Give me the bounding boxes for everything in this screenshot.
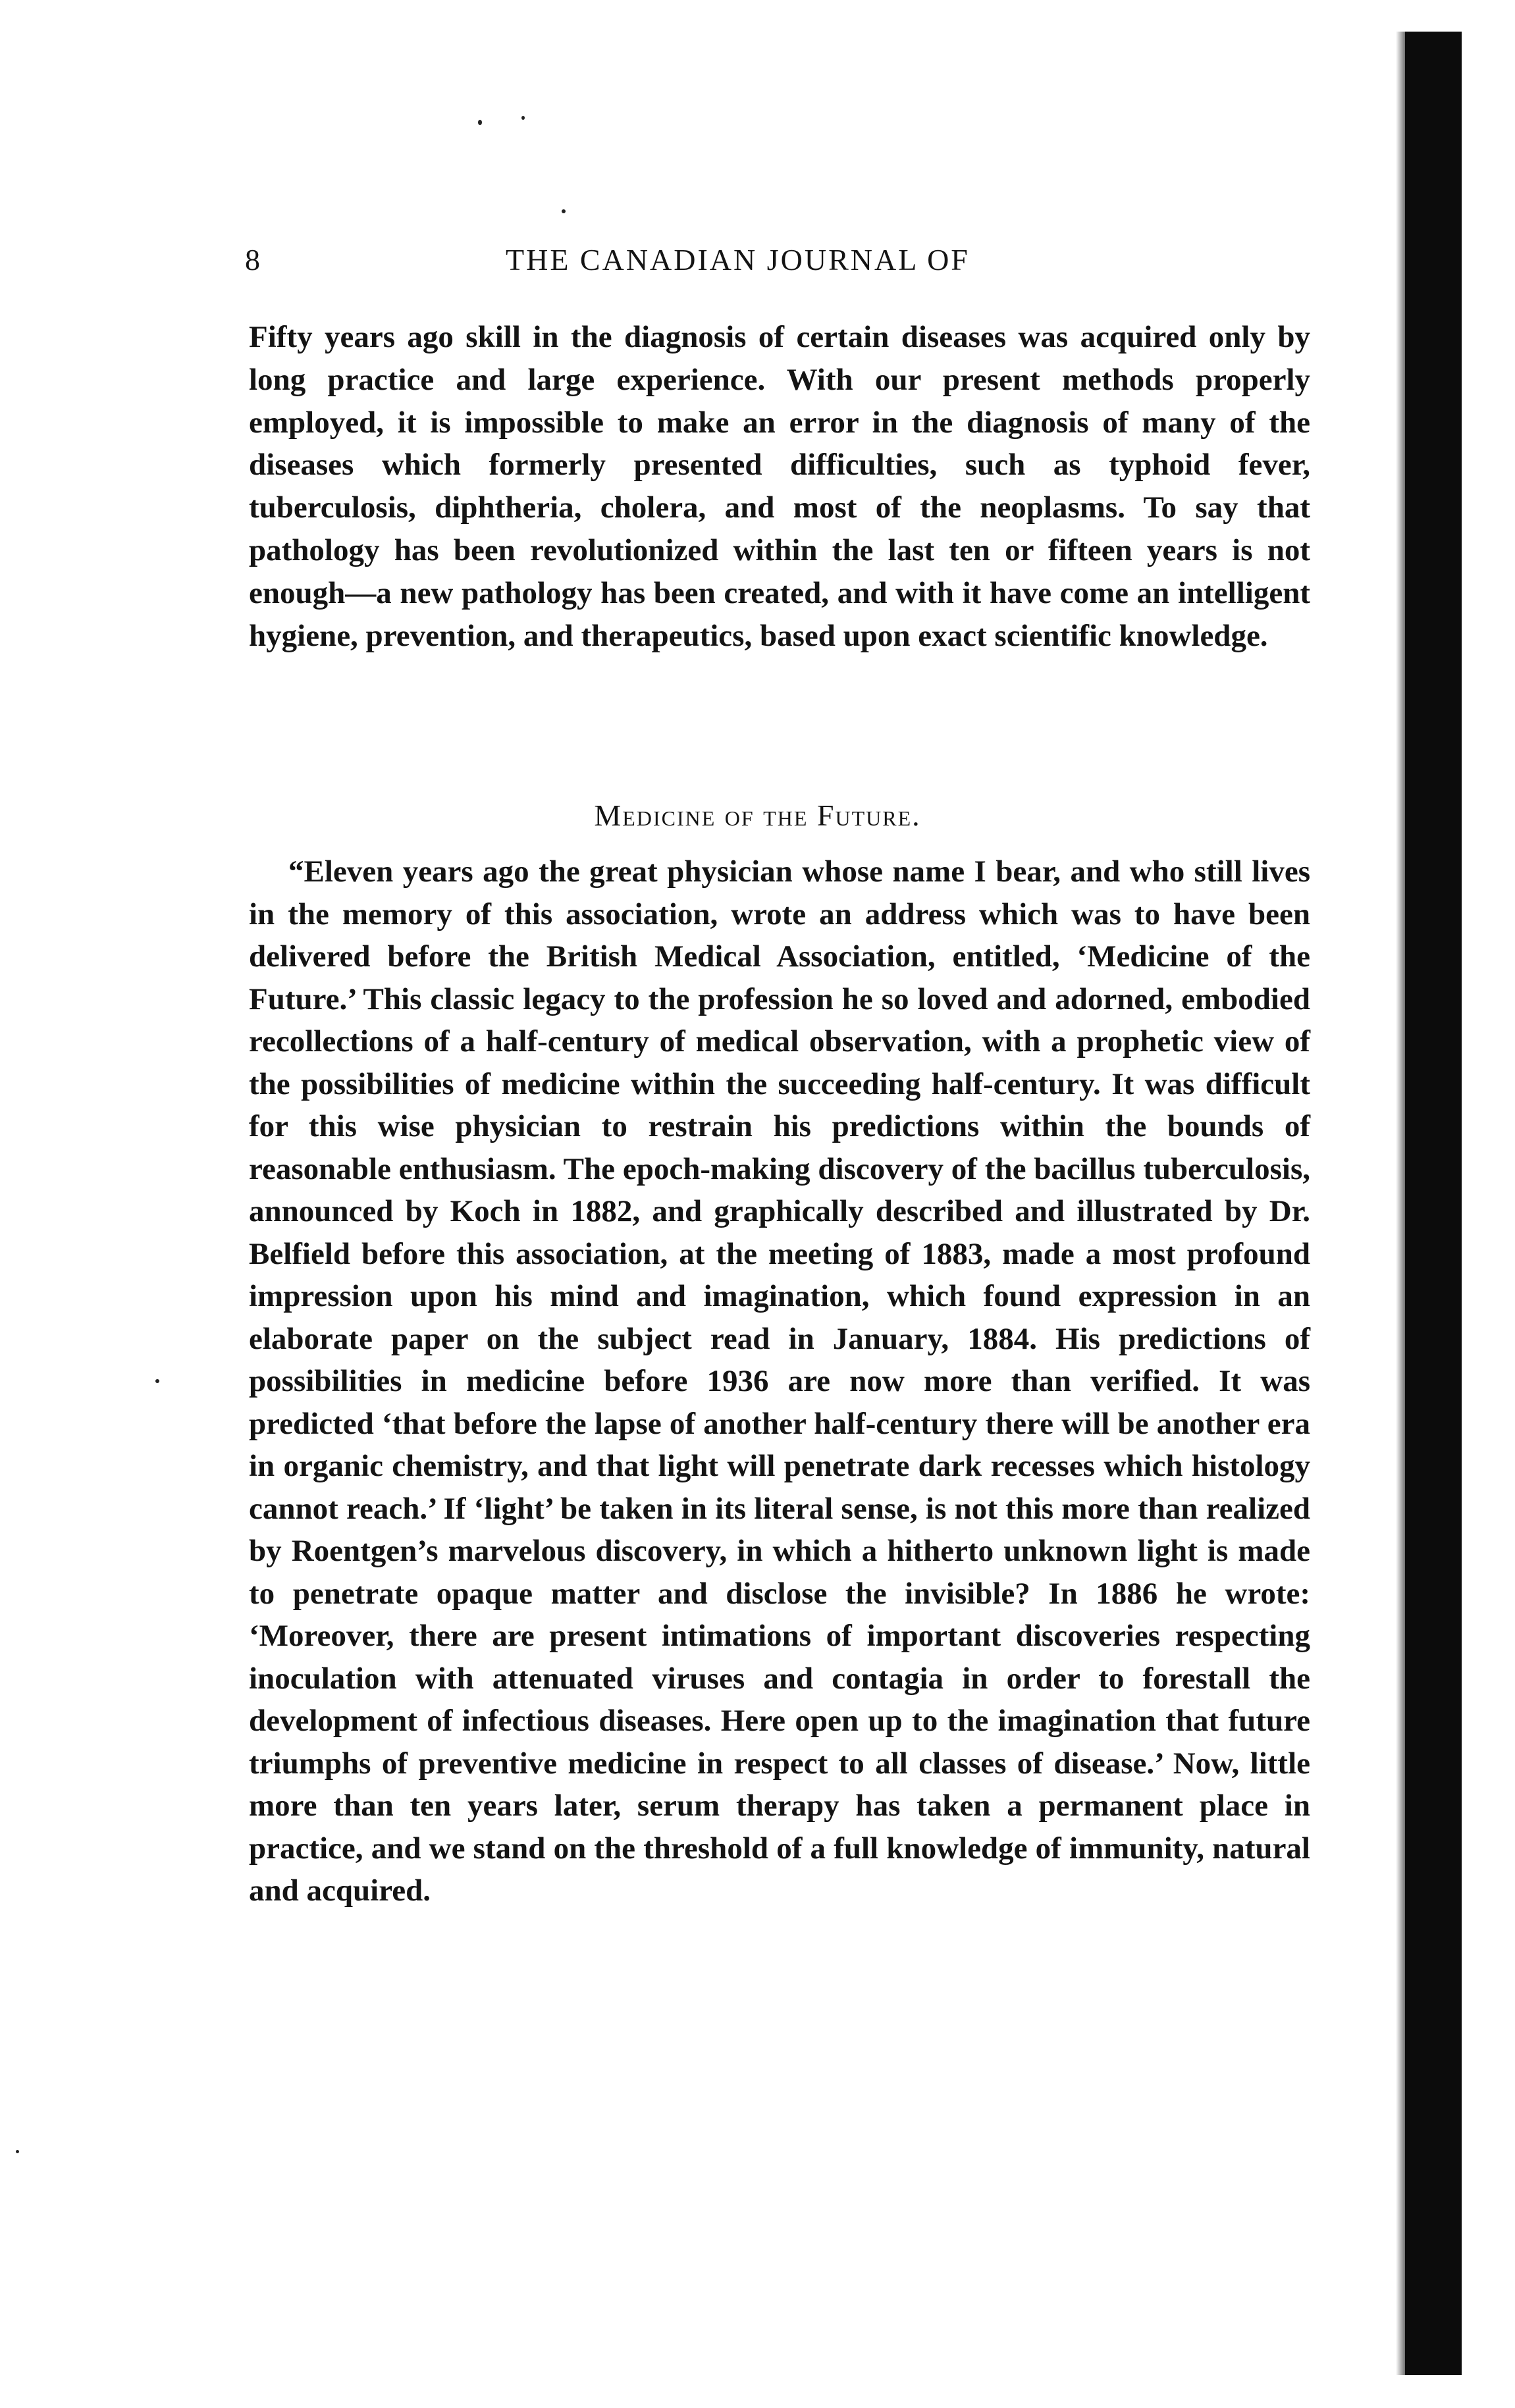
running-head: THE CANADIAN JOURNAL OF	[506, 243, 970, 276]
scan-speck	[16, 2150, 19, 2153]
scan-speck	[562, 209, 566, 213]
body-paragraph: Fifty years ago skill in the diagnosis of certain diseases was acquired only by long practice and large experience. With our present methods properly employed, it is impossible to make an error in the diagnosis of many of the diseases which formerly presented difficulties, such as typhoid fever, tuberculosis, diphtheria, cholera, and most of the neoplasms. To say that pathology has been revolutionized within the last ten or fifteen years is not enough—a new pathology has been created, and with it have come an intelligent hygiene, prevention, and therapeutics, based upon exact scientific knowledge.	[249, 320, 1310, 653]
section-heading: Medicine of the Future.	[594, 798, 921, 832]
scan-speck	[521, 116, 525, 120]
scan-speck	[478, 120, 482, 125]
body-paragraph: “Eleven years ago the great physician whose name I bear, and who still lives in the memory of this association, wrote an address which was to have been delivered before the British Medical Association, entitled, ‘Medicine of the Future.’ This classic legacy to the profession he so loved and adorned, embodied recollections of a half-century of medical observation, with a prophetic view of the possibilities of medicine within the succeeding half-century. It was difficult for this wise physician to restrain his predictions within the bounds of reasonable enthusiasm. The epoch-making discovery of the bacillus tuberculosis, announced by Koch in 1882, and graphically described and illustrated by Dr. Belfield before this association, at the meeting of 1883, made a most profound impression upon his mind and imagination, which found expression in an elaborate paper on the subject read in January, 1884. His predictions of possibilities in medicine before 1936 are now more than verified. It was predicted ‘that before the lapse of another half-century there will be another era in organic chemistry, and that light will penetrate dark recesses which histology cannot reach.’ If ‘light’ be taken in its literal sense, is not this more than realized by Roentgen’s marvelous discovery, in which a hitherto unknown light is made to penetrate opaque matter and disclose the invisible? In 1886 he wrote: ‘Moreover, there are present intimations of important discoveries respecting inoculation with attenuated viruses and contagia in order to forestall the development of infectious diseases. Here open up to the imagination that future triumphs of preventive medicine in respect to all classes of disease.’ Now, little more than ten years later, serum therapy has taken a permanent place in practice, and we stand on the threshold of a full knowledge of immunity, natural and acquired.	[249, 854, 1310, 1908]
scan-edge-shadow	[1405, 32, 1462, 2375]
page-header	[245, 242, 1127, 284]
scan-speck	[155, 1379, 159, 1383]
page-number: 8	[245, 243, 262, 276]
